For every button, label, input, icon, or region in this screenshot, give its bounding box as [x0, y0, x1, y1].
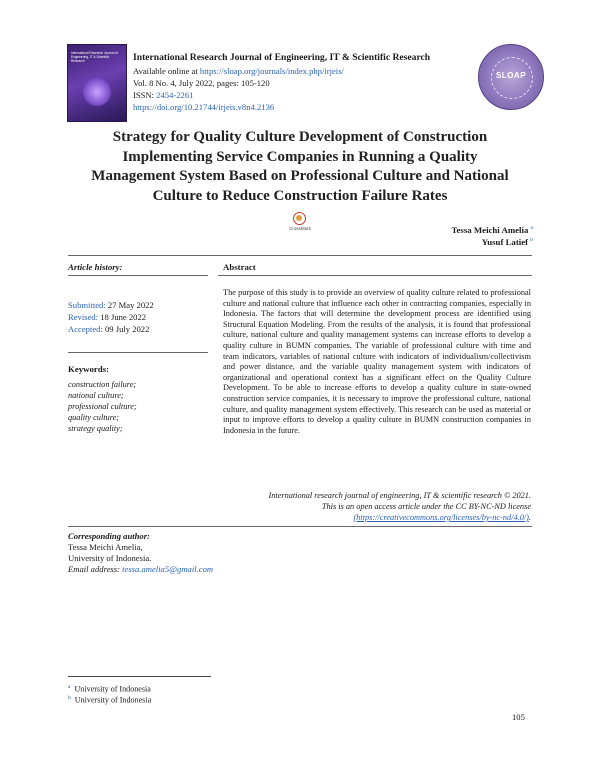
- keyword-item: national culture;: [68, 391, 124, 400]
- corresponding-divider: [68, 526, 532, 527]
- submitted-value: 27 May 2022: [107, 300, 154, 310]
- license-link[interactable]: (https://creativecommons.org/licenses/by-nc-nd/4.0/): [353, 513, 529, 522]
- crossmark-badge[interactable]: [279, 212, 321, 236]
- journal-cover-image: [67, 44, 127, 122]
- page-number: 105: [512, 712, 525, 722]
- email-label: Email address:: [68, 564, 123, 574]
- logo-text: SLOAP: [495, 71, 527, 80]
- abstract-body: The purpose of this study is to provide an overview of quality culture related to professional culture and national culture that influence each other in contracting companies, especially in Indonesia. The factors that will determine the development process are identified using Structural Equation Modeling. From the results of the analysis, it is found that professional culture, national culture and quality management systems can increase efforts to develop a quality culture in BUMN companies. The variable of professional culture with time and team indicators, variables of national culture with indicators of individualism/collectivism and power distance, and the variable quality management system with indicators of organizational and operational context has a significant effect on the Quality Culture Development. To be able to increase efforts to develop a quality culture in state-owned construction service companies, it is necessary to improve the professional culture, national culture, and quality management system effectively. This research can be used as material or input to improve efforts to develop a quality culture in BUMN construction companies in Indonesia in the future.: [223, 288, 531, 435]
- sloap-logo: [478, 44, 544, 110]
- submitted-label: Submitted:: [68, 300, 106, 310]
- corresponding-email: [68, 564, 213, 574]
- license-period: .: [528, 513, 531, 522]
- footnote-text: University of Indonesia: [74, 684, 151, 694]
- keyword-item: quality culture;: [68, 413, 120, 422]
- accepted-value: 09 July 2022: [105, 324, 150, 334]
- author-name: Yusuf Latief: [481, 237, 529, 247]
- accepted-label: Accepted:: [68, 324, 103, 334]
- abstract-divider: [218, 275, 532, 276]
- abstract-heading: Abstract: [223, 262, 256, 272]
- available-online: [133, 66, 344, 76]
- author-1: [451, 225, 533, 235]
- title-line: Management System Based on Professional Culture and National: [91, 168, 509, 184]
- journal-title: International Research Journal of Engineering, IT & Scientific Research: [133, 52, 431, 63]
- footnote-sup: b: [68, 695, 71, 701]
- corresponding-affiliation: University of Indonesia.: [68, 553, 152, 563]
- article-history-heading: Article history:: [68, 262, 123, 272]
- footnote-b: [68, 695, 151, 705]
- doi-link[interactable]: https://doi.org/10.21744/irjeis.v8n4.2136: [133, 102, 275, 112]
- footnote-a: [68, 684, 151, 694]
- available-label: Available online at: [133, 66, 200, 76]
- author-name: Tessa Meichi Amelia: [451, 225, 529, 235]
- journal-url-link[interactable]: https://sloap.org/journals/index.php/irjeis/: [199, 66, 344, 76]
- top-divider: [68, 255, 532, 256]
- footnote-text: University of Indonesia: [74, 695, 152, 705]
- crossmark-icon: [293, 212, 306, 225]
- author-2: [482, 237, 533, 247]
- crossmark-label: CrossMark: [289, 226, 311, 231]
- email-link[interactable]: tessa.amelia5@gmail.com: [122, 564, 214, 574]
- footnote-divider: [68, 676, 211, 677]
- revised-value: 18 June 2022: [100, 312, 147, 322]
- keyword-item: professional culture;: [68, 402, 137, 411]
- title-line: Implementing Service Companies in Running a Quality: [122, 148, 478, 165]
- volume-info: Vol. 8 No. 4, July 2022, pages: 105-120: [133, 78, 270, 88]
- corresponding-name: Tessa Meichi Amelia,: [68, 542, 143, 552]
- title-line: Strategy for Quality Culture Development of Construction: [112, 129, 488, 145]
- revised-date: [68, 312, 146, 322]
- paper-title: [60, 128, 540, 206]
- author-sup: b: [530, 237, 533, 244]
- corresponding-heading: Corresponding author:: [68, 531, 150, 541]
- license-line-2: This is an open access article under the CC BY-NC-ND license: [321, 502, 531, 511]
- footnote-sup: a: [68, 684, 71, 690]
- keyword-item: strategy quality;: [68, 424, 123, 433]
- title-line: Culture to Reduce Construction Failure Rates: [152, 187, 448, 204]
- issn-line: [133, 90, 193, 100]
- cover-graphic: [82, 77, 112, 107]
- issn-value: 2454-2261: [156, 90, 194, 100]
- accepted-date: [68, 324, 149, 334]
- history-divider: [68, 275, 208, 276]
- keyword-item: construction failure;: [68, 380, 137, 389]
- keywords-heading: Keywords:: [68, 364, 110, 374]
- submitted-date: [68, 300, 154, 310]
- issn-label: ISSN:: [133, 90, 157, 100]
- revised-label: Revised:: [68, 312, 99, 322]
- license-line-3: [354, 513, 532, 522]
- license-line-1: International research journal of engineering, IT & scientific research © 2021.: [268, 491, 531, 500]
- cover-title: International Research Journal of Engineering, IT & Scientific Research: [71, 51, 118, 63]
- author-sup: a: [530, 225, 533, 232]
- keywords-divider: [68, 352, 208, 353]
